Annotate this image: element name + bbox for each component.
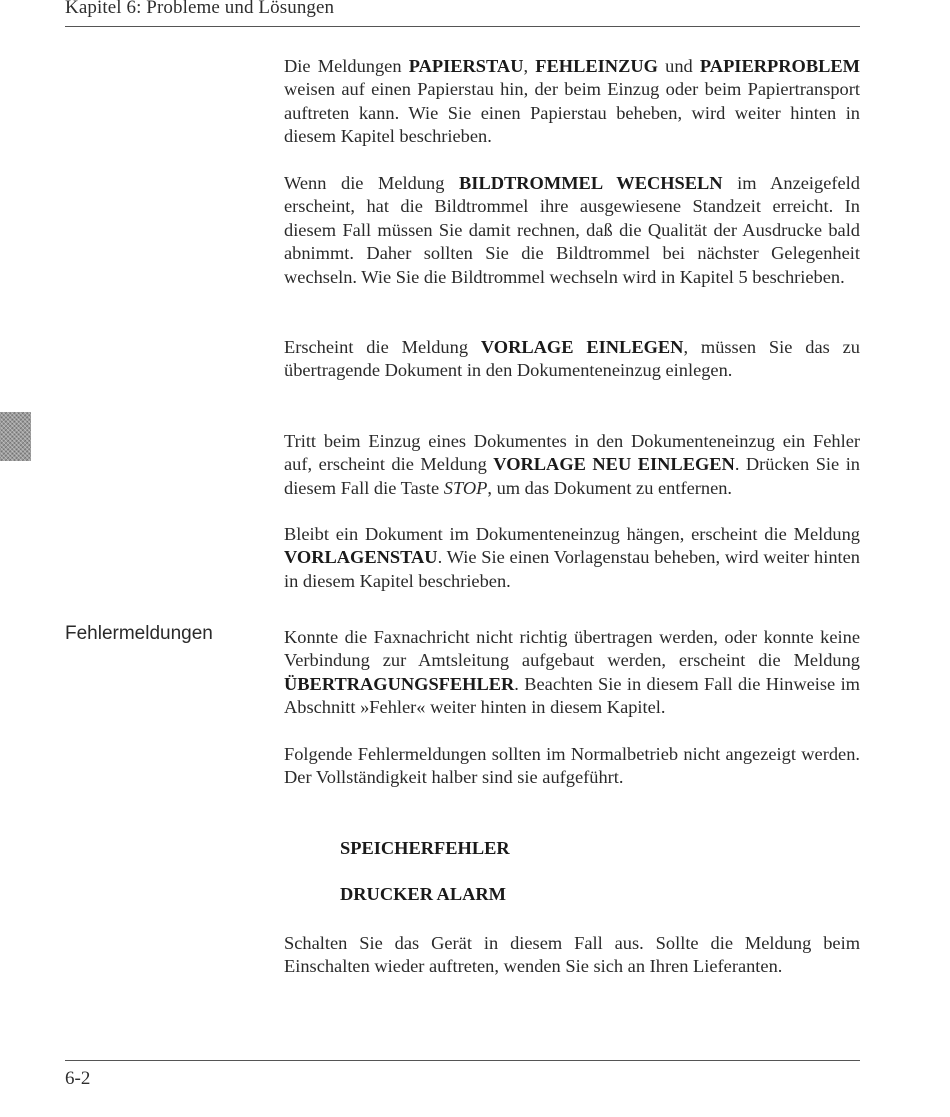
text-run: Konnte die Faxnachricht nicht richtig übertragen werden, oder konnte keine Verbindung zur Amtsleitung aufgebaut werden, erscheint die Meldung bbox=[284, 627, 860, 671]
message-fehleinzug: FEHLEINZUG bbox=[535, 56, 658, 76]
running-header-title: Kapitel 6: Probleme und Lösungen bbox=[65, 0, 335, 18]
footer-rule bbox=[65, 1060, 860, 1061]
text-run: Schalten Sie das Gerät in diesem Fall aus. Sollte die Meldung beim Einschalten wieder auftreten, wenden Sie sich an Ihren Lieferanten. bbox=[284, 933, 860, 977]
message-uebertragungsfehler: ÜBERTRAGUNGSFEHLER bbox=[284, 673, 515, 694]
section-side-label: Fehlermeldungen bbox=[65, 623, 213, 644]
message-vorlage-neu-einlegen: VORLAGE NEU EINLEGEN bbox=[493, 454, 735, 475]
paragraph-transmission-error bbox=[284, 626, 860, 720]
text-run: weisen auf einen Papierstau hin, der beim Einzug oder beim Papiertransport auftreten kann. Wie Sie einen Papierstau beheben, wird weiter hinten in diesem Kapitel beschrieben. bbox=[284, 79, 860, 147]
text-run: im Anzeigefeld erscheint, hat die Bildtrommel ihre ausgewiesene Standzeit erreicht. In diesem Fall müssen Sie damit rechnen, daß die Qualität der Ausdrucke bald abnimmt. Daher sollten Sie die Bildtrommel bei nächster Gelegenheit wechseln. Wie Sie die Bildtrommel wechseln wird in Kapitel 5 beschrieben. bbox=[284, 173, 860, 287]
header-rule bbox=[65, 26, 860, 27]
paragraph-document-jam bbox=[284, 523, 860, 593]
message-vorlage-einlegen: VORLAGE EINLEGEN bbox=[480, 337, 684, 357]
text-run: Wenn die Meldung bbox=[284, 173, 460, 193]
paragraph-reinsert-document bbox=[284, 430, 860, 500]
chapter-thumb-tab bbox=[0, 412, 31, 461]
message-papierstau: PAPIERSTAU bbox=[408, 56, 524, 76]
paragraph-normal-operation bbox=[284, 743, 860, 790]
text-run: Erscheint die Meldung bbox=[284, 337, 481, 357]
text-run: Die Meldungen bbox=[284, 56, 409, 76]
text-run: . Wie Sie einen Vorlagenstau beheben, wird weiter hinten in diesem Kapitel beschrieben. bbox=[284, 547, 860, 591]
text-run: . Drücken Sie in diesem Fall die Taste bbox=[284, 454, 860, 498]
message-speicherfehler: SPEICHERFEHLER bbox=[340, 838, 510, 858]
text-run: , müssen Sie das zu übertragende Dokument in den Dokumenteneinzug einlegen. bbox=[284, 337, 860, 381]
text-run: , bbox=[523, 56, 536, 76]
message-vorlagenstau: VORLAGENSTAU bbox=[284, 547, 438, 568]
text-run: Folgende Fehlermeldungen sollten im Normalbetrieb nicht angezeigt werden. Der Vollständigkeit halber sind sie aufgeführt. bbox=[284, 744, 860, 788]
message-papierproblem: PAPIERPROBLEM bbox=[699, 56, 860, 76]
paragraph-drum-change bbox=[284, 172, 860, 289]
text-run: Bleibt ein Dokument im Dokumenteneinzug hängen, erscheint die Meldung bbox=[284, 524, 860, 544]
message-bildtrommel-wechseln: BILDTROMMEL WECHSELN bbox=[459, 173, 723, 193]
text-run: und bbox=[657, 56, 700, 76]
text-run: . Beachten Sie in diesem Fall die Hinweise im Abschnitt »Fehler« weiter hinten in diesem Kapitel. bbox=[284, 673, 860, 718]
page-number: 6-2 bbox=[65, 1068, 91, 1089]
paragraph-paper-jam bbox=[284, 55, 860, 149]
text-run: , um das Dokument zu entfernen. bbox=[487, 477, 733, 498]
message-drucker-alarm: DRUCKER ALARM bbox=[340, 884, 507, 904]
text-run: Tritt beim Einzug eines Dokumentes in den Dokumenteneinzug ein Fehler auf, erscheint die Meldung bbox=[284, 431, 860, 475]
key-stop: STOP bbox=[443, 477, 488, 498]
paragraph-insert-document bbox=[284, 336, 860, 383]
paragraph-switch-off bbox=[284, 932, 860, 979]
